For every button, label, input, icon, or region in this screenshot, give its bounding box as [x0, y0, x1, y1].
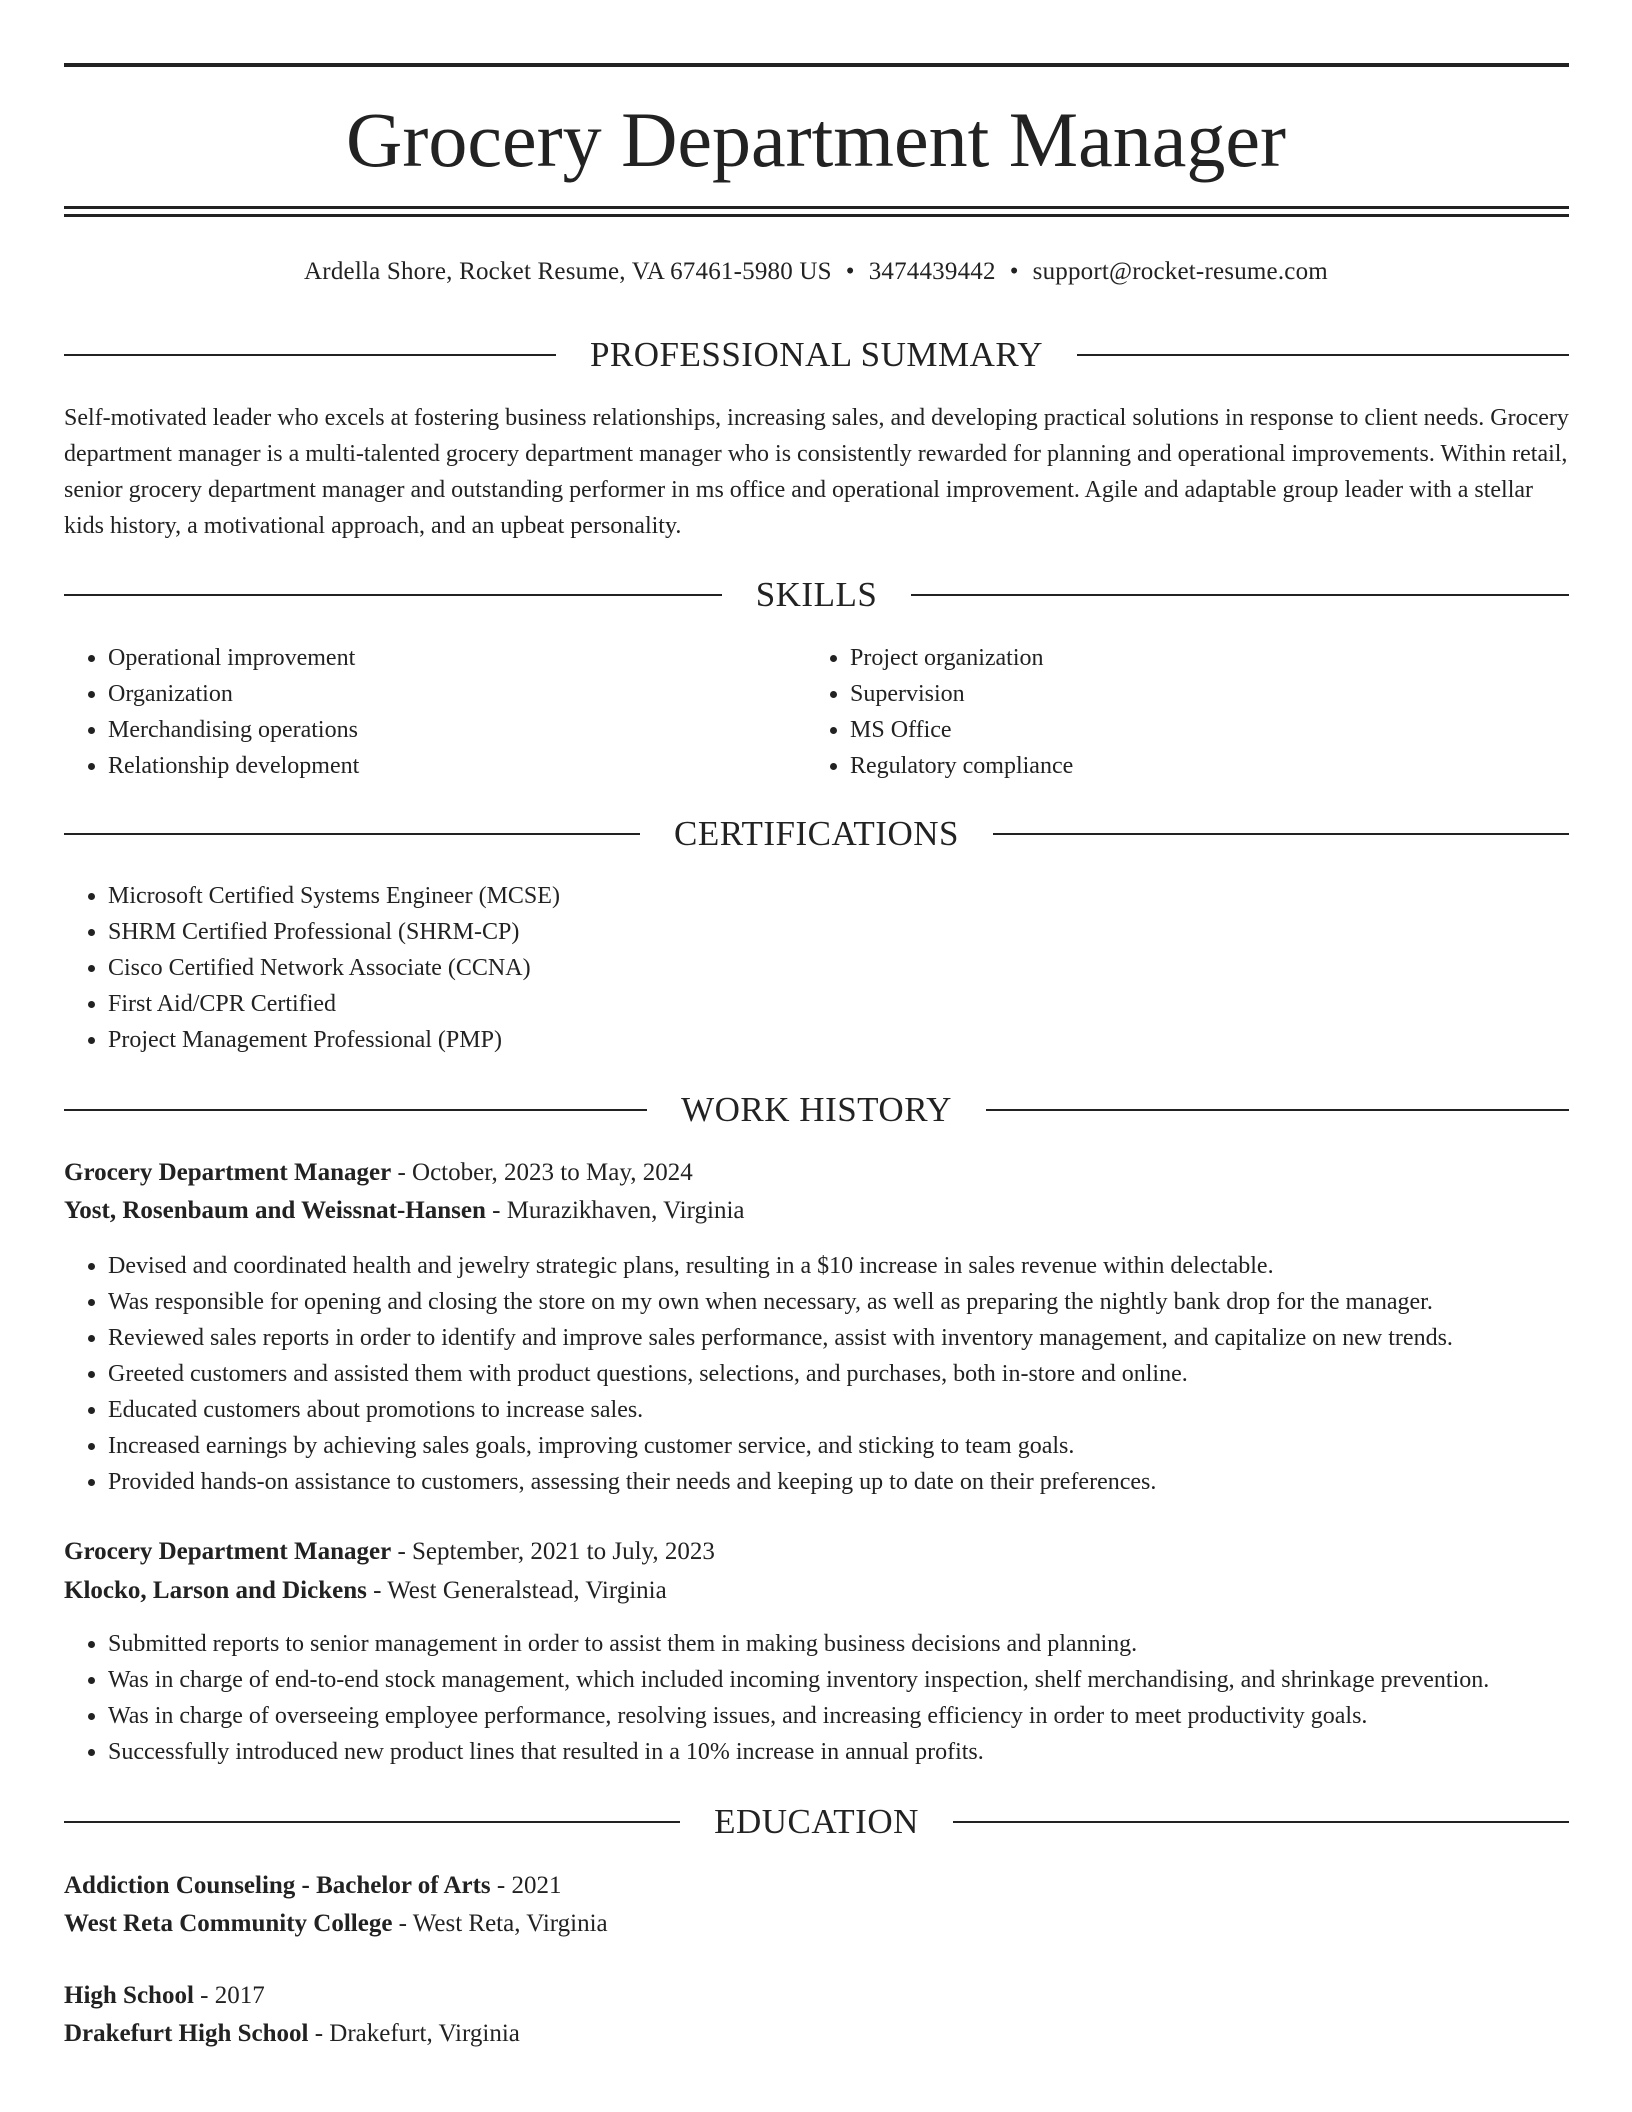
skills-heading: SKILLS — [755, 575, 878, 614]
heading-rule — [911, 594, 1569, 596]
heading-rule — [986, 1109, 1569, 1111]
list-item: • Devised and coordinated health and jewelry strategic plans, resulting in a $10 increase in sales revenue within delectable. — [108, 1248, 1613, 1284]
page-title: Grocery Department Manager — [346, 96, 1286, 183]
job-bullets — [64, 1626, 1613, 1770]
header-rule-lower — [64, 214, 1569, 217]
list-item: • Project Management Professional (PMP) — [108, 1022, 1568, 1058]
list-item: • Provided hands-on assistance to customers, assessing their needs and keeping up to date on their preferences. — [108, 1464, 1613, 1500]
heading-rule — [993, 833, 1569, 835]
education-school: Drakefurt High School — [64, 2020, 309, 2047]
list-item: • Submitted reports to senior management in order to assist them in making business decisions and planning. — [108, 1626, 1613, 1662]
job-company: Klocko, Larson and Dickens — [64, 1577, 367, 1604]
list-item: • Relationship development — [108, 748, 808, 784]
section-heading-certifications — [64, 812, 1569, 856]
education-school-line — [64, 2016, 1569, 2052]
list-item: • First Aid/CPR Certified — [108, 986, 1568, 1022]
list-item: • Greeted customers and assisted them with product questions, selections, and purchases, both in-store and online. — [108, 1356, 1613, 1392]
job-company-line — [64, 1573, 1569, 1609]
job-location: - West Generalstead, Virginia — [366, 1577, 667, 1604]
contact-address: Ardella Shore, Rocket Resume, VA 67461-5980 US — [304, 258, 832, 285]
section-heading-work — [64, 1088, 1569, 1132]
job-title: Grocery Department Manager — [64, 1538, 392, 1565]
skills-list-left — [64, 640, 808, 784]
summary-heading: PROFESSIONAL SUMMARY — [589, 335, 1044, 374]
contact-phone: 3474439442 — [868, 258, 996, 285]
education-degree-line — [64, 1868, 1569, 1904]
skills-list-right — [806, 640, 1550, 784]
contact-email: support@rocket-resume.com — [1032, 258, 1328, 285]
education-degree: High School — [64, 1982, 194, 2009]
job-company-line — [64, 1193, 1569, 1229]
list-item: • Microsoft Certified Systems Engineer (MCSE) — [108, 878, 1568, 914]
heading-rule — [1077, 354, 1569, 356]
job-title-line — [64, 1155, 1569, 1191]
list-item: • Successfully introduced new product lines that resulted in a 10% increase in annual profits. — [108, 1734, 1613, 1770]
job-company: Yost, Rosenbaum and Weissnat-Hansen — [64, 1197, 486, 1224]
job-dates: - September, 2021 to July, 2023 — [391, 1538, 715, 1565]
job-bullets — [64, 1248, 1613, 1500]
education-heading: EDUCATION — [714, 1802, 919, 1841]
education-year: - 2021 — [490, 1872, 562, 1899]
education-school-line — [64, 1906, 1569, 1942]
education-school: West Reta Community College — [64, 1910, 393, 1937]
job-dates: - October, 2023 to May, 2024 — [391, 1159, 693, 1186]
job-title: Grocery Department Manager — [64, 1159, 392, 1186]
list-item: • MS Office — [850, 712, 1550, 748]
list-item: • Was in charge of overseeing employee performance, resolving issues, and increasing efficiency in order to meet productivity goals. — [108, 1698, 1613, 1734]
heading-rule — [64, 833, 640, 835]
list-item: • Reviewed sales reports in order to identify and improve sales performance, assist with inventory management, and capitalize on new trends. — [108, 1320, 1613, 1356]
certifications-heading: CERTIFICATIONS — [674, 814, 959, 853]
job-title-line — [64, 1534, 1569, 1570]
list-item: • Increased earnings by achieving sales goals, improving customer service, and sticking to team goals. — [108, 1428, 1613, 1464]
header-top-rule — [64, 63, 1569, 67]
list-item: • Merchandising operations — [108, 712, 808, 748]
heading-rule — [64, 1821, 680, 1823]
contact-separator: • — [1009, 258, 1019, 285]
job-location: - Murazikhaven, Virginia — [485, 1197, 745, 1224]
list-item: • Cisco Certified Network Associate (CCNA) — [108, 950, 1568, 986]
header-rule-upper — [64, 206, 1569, 209]
work-heading: WORK HISTORY — [681, 1090, 952, 1129]
education-year: - 2017 — [193, 1982, 265, 2009]
section-heading-summary — [64, 333, 1569, 377]
list-item: • Regulatory compliance — [850, 748, 1550, 784]
list-item: • Organization — [108, 676, 808, 712]
heading-rule — [64, 594, 722, 596]
contact-line — [0, 256, 1632, 288]
section-heading-education — [64, 1800, 1569, 1844]
heading-rule — [64, 354, 556, 356]
education-location: - Drakefurt, Virginia — [308, 2020, 520, 2047]
list-item: • Operational improvement — [108, 640, 808, 676]
list-item: • Educated customers about promotions to increase sales. — [108, 1392, 1613, 1428]
list-item: • SHRM Certified Professional (SHRM-CP) — [108, 914, 1568, 950]
education-degree-line — [64, 1978, 1569, 2014]
heading-rule — [953, 1821, 1569, 1823]
list-item: • Was responsible for opening and closing the store on my own when necessary, as well as preparing the nightly bank drop for the manager. — [108, 1284, 1613, 1320]
list-item: • Was in charge of end-to-end stock management, which included incoming inventory inspection, shelf merchandising, and shrinkage prevention. — [108, 1662, 1613, 1698]
certifications-list — [64, 878, 1568, 1058]
heading-rule — [64, 1109, 647, 1111]
section-heading-skills — [64, 573, 1569, 617]
list-item: • Supervision — [850, 676, 1550, 712]
summary-text: Self-motivated leader who excels at fostering business relationships, increasing sales, and developing practical solutions in response to client needs. Grocery department manager is a multi-talented grocery department manager who is consistently rewarded for planning and operational improvements. Within retail, senior grocery department manager and outstanding performer in ms office and operational improvement. Agile and adaptable group leader with a stellar kids history, a motivational approach, and an upbeat personality. — [64, 405, 1569, 539]
education-degree: Addiction Counseling - Bachelor of Arts — [64, 1872, 491, 1899]
list-item: • Project organization — [850, 640, 1550, 676]
education-location: - West Reta, Virginia — [392, 1910, 608, 1937]
contact-separator: • — [845, 258, 855, 285]
